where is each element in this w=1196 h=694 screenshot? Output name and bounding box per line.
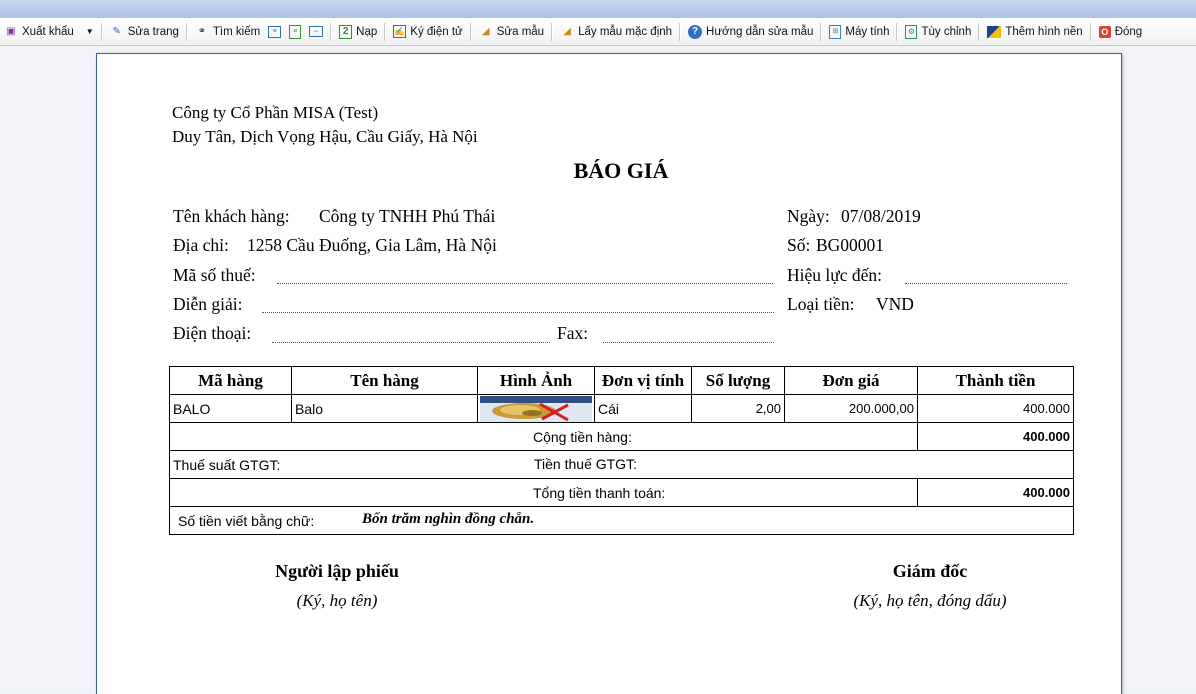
company-name: Công ty Cổ Phần MISA (Test): [172, 103, 379, 122]
export-button[interactable]: [0, 21, 98, 43]
column-header: Tên hàng: [292, 367, 478, 395]
phone-label: Điện thoại:: [173, 323, 252, 343]
binoculars-icon: ⚭: [197, 25, 207, 37]
description-label: Diễn giải:: [173, 294, 243, 314]
customer-value: Công ty TNHH Phú Thái: [319, 206, 496, 226]
load-button[interactable]: [335, 21, 381, 43]
item-code: BALO: [170, 395, 292, 423]
quotation-table: [169, 366, 1074, 535]
edit-page-button[interactable]: [106, 21, 183, 43]
toolbar-divider: [896, 23, 898, 41]
total-value: 400.000: [918, 479, 1074, 507]
search-button[interactable]: [191, 21, 264, 43]
fax-field: [603, 342, 774, 343]
item-image-cell: [478, 395, 595, 423]
edit-page-icon: ✎: [112, 25, 121, 37]
number-value: BG00001: [816, 235, 885, 255]
amount-in-words-label: Số tiền viết bằng chữ:: [178, 512, 315, 529]
toolbar-divider: [820, 23, 822, 41]
column-header: Đơn giá: [785, 367, 918, 395]
phone-field: [272, 342, 550, 343]
subtotal-value: 400.000: [918, 423, 1074, 451]
window-title-strip: [0, 0, 1196, 18]
edit-template-label: Sửa mẫu: [496, 25, 545, 38]
background-image-icon: [987, 26, 1001, 38]
vat-amount-label: Tiền thuế GTGT:: [534, 456, 637, 472]
toolbar-divider: [978, 23, 980, 41]
column-header: Số lượng: [692, 367, 785, 395]
table-row: [170, 395, 1074, 423]
add-background-label: Thêm hình nền: [1005, 25, 1083, 38]
subtotal-row: [170, 423, 1074, 451]
quotation-page: [96, 53, 1122, 694]
default-template-label: Lấy mẫu mặc định: [578, 25, 673, 38]
e-sign-icon: ✍: [393, 25, 406, 38]
customize-icon: ⚙: [905, 25, 917, 39]
page-width-icon: ≡: [289, 25, 301, 39]
add-background-button[interactable]: [983, 21, 1086, 43]
item-amount: 400.000: [918, 395, 1074, 423]
column-header: Mã hàng: [170, 367, 292, 395]
edit-page-label: Sửa trang: [127, 25, 179, 38]
toolbar-divider: [1090, 23, 1092, 41]
report-toolbar: [0, 18, 1196, 46]
calculator-label: Máy tính: [845, 25, 890, 38]
search-label: Tìm kiếm: [212, 25, 261, 38]
calculator-icon: ⊞: [829, 25, 841, 39]
item-unit: Cái: [595, 395, 692, 423]
fit-window-icon: ⇔: [309, 26, 323, 37]
default-template-button[interactable]: [556, 21, 676, 43]
fit-view-button[interactable]: [305, 21, 327, 43]
export-icon: ▣: [6, 25, 16, 37]
customize-label: Tùy chỉnh: [921, 25, 972, 38]
close-button[interactable]: [1095, 21, 1147, 43]
tax-code-label: Mã số thuế:: [173, 265, 256, 285]
date-value: 07/08/2019: [841, 206, 921, 226]
document-title: BÁO GIÁ: [573, 158, 669, 183]
toolbar-divider: [470, 23, 472, 41]
item-name: Balo: [292, 395, 478, 423]
date-label: Ngày:: [787, 206, 830, 226]
product-image: [480, 396, 592, 422]
load-icon: 2: [339, 25, 352, 39]
e-sign-label: Ký điện tử: [410, 25, 463, 38]
number-label: Số:: [787, 235, 811, 255]
toolbar-divider: [384, 23, 386, 41]
preparer-signature-note: (Ký, họ tên): [296, 591, 378, 610]
company-address: Duy Tân, Dịch Vọng Hậu, Cầu Giấy, Hà Nội: [172, 127, 478, 146]
subtotal-label: Cộng tiền hàng:: [170, 423, 918, 451]
fax-label: Fax:: [557, 323, 589, 343]
total-label: Tổng tiền thanh toán:: [170, 479, 918, 507]
preparer-signature-title: Người lập phiếu: [275, 561, 399, 581]
director-signature-title: Giám đốc: [892, 561, 968, 581]
item-unit-price: 200.000,00: [785, 395, 918, 423]
page-width-view-button[interactable]: [285, 21, 305, 43]
close-label: Đóng: [1114, 25, 1143, 38]
edit-template-button[interactable]: [475, 21, 548, 43]
vat-cell: [170, 451, 1074, 479]
ruler-icon: ◢: [563, 25, 571, 37]
valid-until-label: Hiệu lực đến:: [787, 265, 883, 285]
vat-row: [170, 451, 1074, 479]
toolbar-divider: [330, 23, 332, 41]
load-label: Nạp: [356, 25, 378, 38]
toolbar-divider: [101, 23, 103, 41]
export-label: Xuất khẩu: [22, 25, 74, 38]
chevron-down-icon[interactable]: ▼: [85, 27, 94, 36]
amount-in-words-row: [170, 507, 1074, 535]
address-label: Địa chỉ:: [173, 235, 229, 255]
vat-rate-label: Thuế suất GTGT:: [173, 456, 281, 473]
toolbar-divider: [551, 23, 553, 41]
help-icon: ?: [688, 25, 702, 39]
calculator-button[interactable]: [825, 21, 893, 43]
column-header: Thành tiền: [918, 367, 1074, 395]
amount-in-words-cell: [170, 507, 1074, 535]
currency-label: Loại tiền:: [787, 294, 855, 314]
amount-in-words-value: Bốn trăm nghìn đồng chẵn.: [362, 511, 535, 527]
single-page-view-button[interactable]: [264, 21, 285, 43]
tax-code-field: [277, 283, 773, 284]
template-help-button[interactable]: [684, 21, 817, 43]
valid-until-field: [905, 283, 1067, 284]
table-header-row: [170, 367, 1074, 395]
e-sign-button[interactable]: [389, 21, 466, 43]
director-signature-note: (Ký, họ tên, đóng dấu): [853, 591, 1007, 610]
template-help-label: Hướng dẫn sửa mẫu: [706, 25, 814, 38]
item-quantity: 2,00: [692, 395, 785, 423]
total-row: [170, 479, 1074, 507]
column-header: Đơn vị tính: [595, 367, 692, 395]
toolbar-divider: [186, 23, 188, 41]
toolbar-divider: [679, 23, 681, 41]
ruler-icon: ◢: [481, 25, 490, 37]
description-field: [262, 312, 774, 313]
address-value: 1258 Cầu Đuống, Gia Lâm, Hà Nội: [247, 235, 497, 255]
customize-button[interactable]: [901, 21, 975, 43]
column-header: Hình Ảnh: [478, 367, 595, 395]
currency-value: VND: [876, 294, 914, 314]
close-icon: O: [1099, 26, 1111, 38]
customer-label: Tên khách hàng:: [173, 206, 290, 226]
single-page-icon: ≡: [268, 26, 281, 38]
